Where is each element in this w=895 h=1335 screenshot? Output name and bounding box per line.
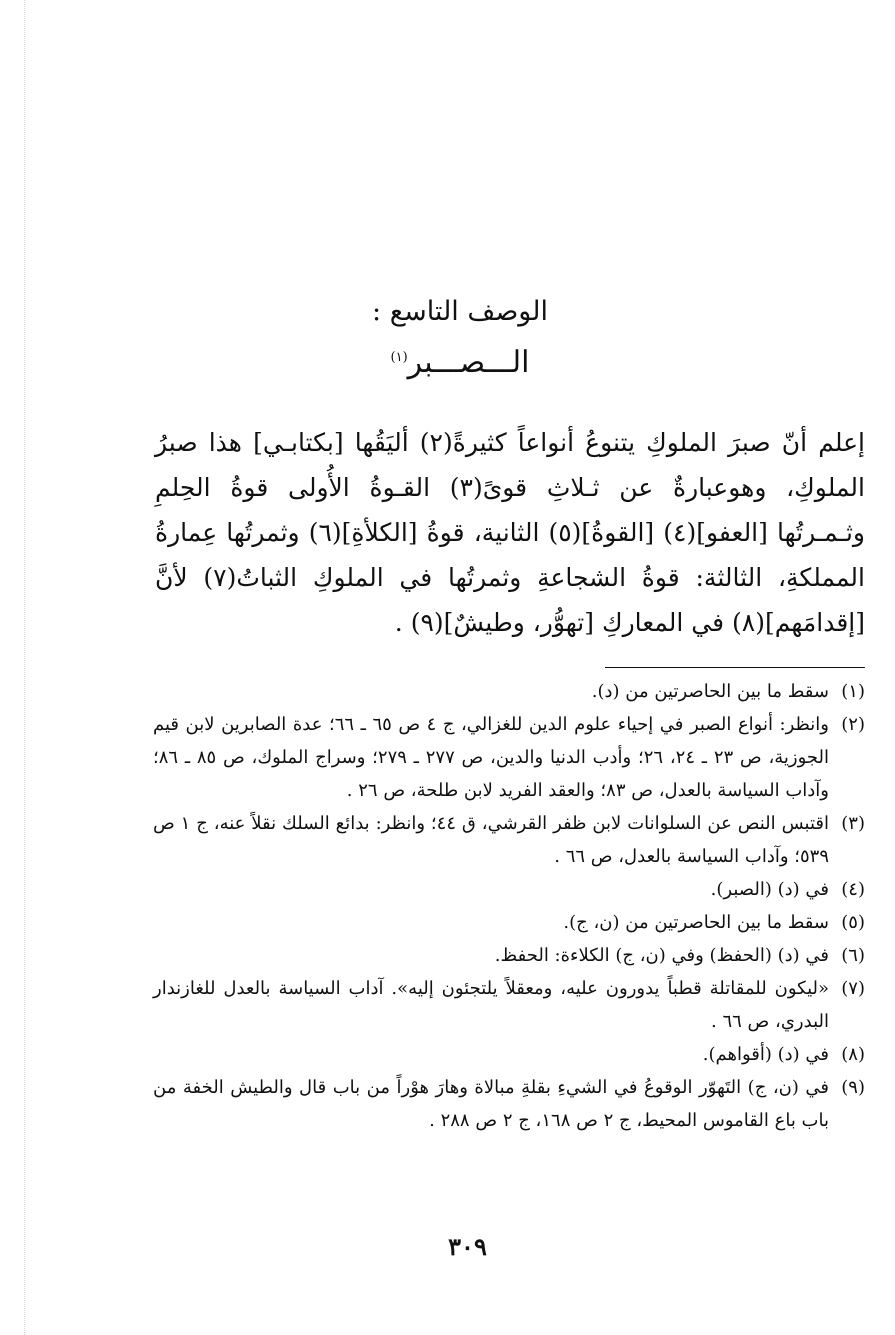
footnote-text: وانظر: أنواع الصبر في إحياء علوم الدين للغزالي، ج ٤ ص ٦٥ ـ ٦٦؛ عدة الصابرين لابن قيم الجوزية، ص ٢٣ ـ ٢٤، ٢٦؛ وأدب الدنيا والدين، ص ٢٧٧ ـ ٢٧٩؛ وسراج الملوك، ص ٨٥ ـ ٨٦؛ وآداب السياسة بالعدل، ص ٨٣؛ والعقد الفريد لابن طلحة، ص ٢٦ . [153,714,830,801]
footnote-item [153,939,865,972]
footnote-number: (٥) [841,912,865,933]
chapter-subtitle-footnote-ref: (١) [390,350,408,365]
footnote-item [153,675,865,708]
footnote-text: سقط ما بين الحاصرتين من (د). [591,681,829,702]
footnote-item [153,708,865,807]
footnote-item [153,972,865,1038]
footnote-item [153,1038,865,1071]
main-paragraph-block [155,420,865,645]
footnote-text: سقط ما بين الحاصرتين من (ن، ج). [563,912,829,933]
main-paragraph: إعلم أنّ صبرَ الملوكِ يتنوعُ أنواعاً كثيرةً(٢) أليَقُها [بكتابـي] هذا صبرُ الملوكِ، وهوعبارةٌ عن ثـلاثِ قوىً(٣) القـوةُ الأُولى قوةُ الحِلمِ وثـمـرتُها [العفو](٤) [القوةُ](٥) الثانية، قوةُ [الكلأةِ](٦) وثمرتُها عِمارةُ المملكةِ، الثالثة: قوةُ الشجاعةِ وثمرتُها في الملوكِ الثباتُ(٧) لأنَّ [إقدامَهم](٨) في المعاركِ [تهوُّر، وطيشٌ](٩) . [155,428,865,637]
footnote-number: (٧) [841,978,865,999]
footnote-number: (١) [841,681,865,702]
footnote-item [153,873,865,906]
footnote-number: (٢) [841,714,865,735]
footnote-text: في (د) (الحفظ) وفي (ن، ج) الكلاءة: الحفظ. [494,945,829,966]
footnote-item [153,906,865,939]
footnote-item [153,1071,865,1137]
footnote-number: (٤) [841,879,865,900]
footnote-separator [605,667,865,668]
footnotes-list [153,675,865,1137]
chapter-title: الوصف التاسع : [372,296,548,327]
footnote-number: (٨) [841,1044,865,1065]
footnote-text: في (ن، ج) التَهوّر الوقوعُ في الشيءِ بقلةِ مبالاة وهارَ هوْراً من باب قال والطيش الخفة من باب باع القاموس المحيط، ج ٢ ص ١٦٨، ج ٢ ص ٢٨٨ . [153,1077,829,1131]
footnote-text: «ليكون للمقاتلة قطباً يدورون عليه، ومعقلاً يلتجئون إليه». آداب السياسة بالعدل للغازندار البدري، ص ٦٦ . [153,978,829,1032]
chapter-heading [150,290,710,385]
footnote-number: (٦) [841,945,865,966]
footnote-text: في (د) (الصبر). [710,879,829,900]
footnote-text: اقتبس النص عن السلوانات لابن ظفر القرشي، ق ٤٤؛ وانظر: بدائع السلك نقلاً عنه، ج ١ ص ٥٣٩؛ وآداب السياسة بالعدل، ص ٦٦ . [153,813,829,867]
footnote-number: (٩) [841,1077,865,1098]
footnote-item [153,807,865,873]
footnote-text: في (د) (أقواهم). [702,1044,829,1065]
footnote-number: (٣) [841,813,865,834]
page-number: ٣٠٩ [448,1232,487,1261]
page-gutter-edge [24,0,26,1335]
chapter-subtitle-text: الـــصـــبر [407,345,530,380]
chapter-subtitle [210,336,710,385]
